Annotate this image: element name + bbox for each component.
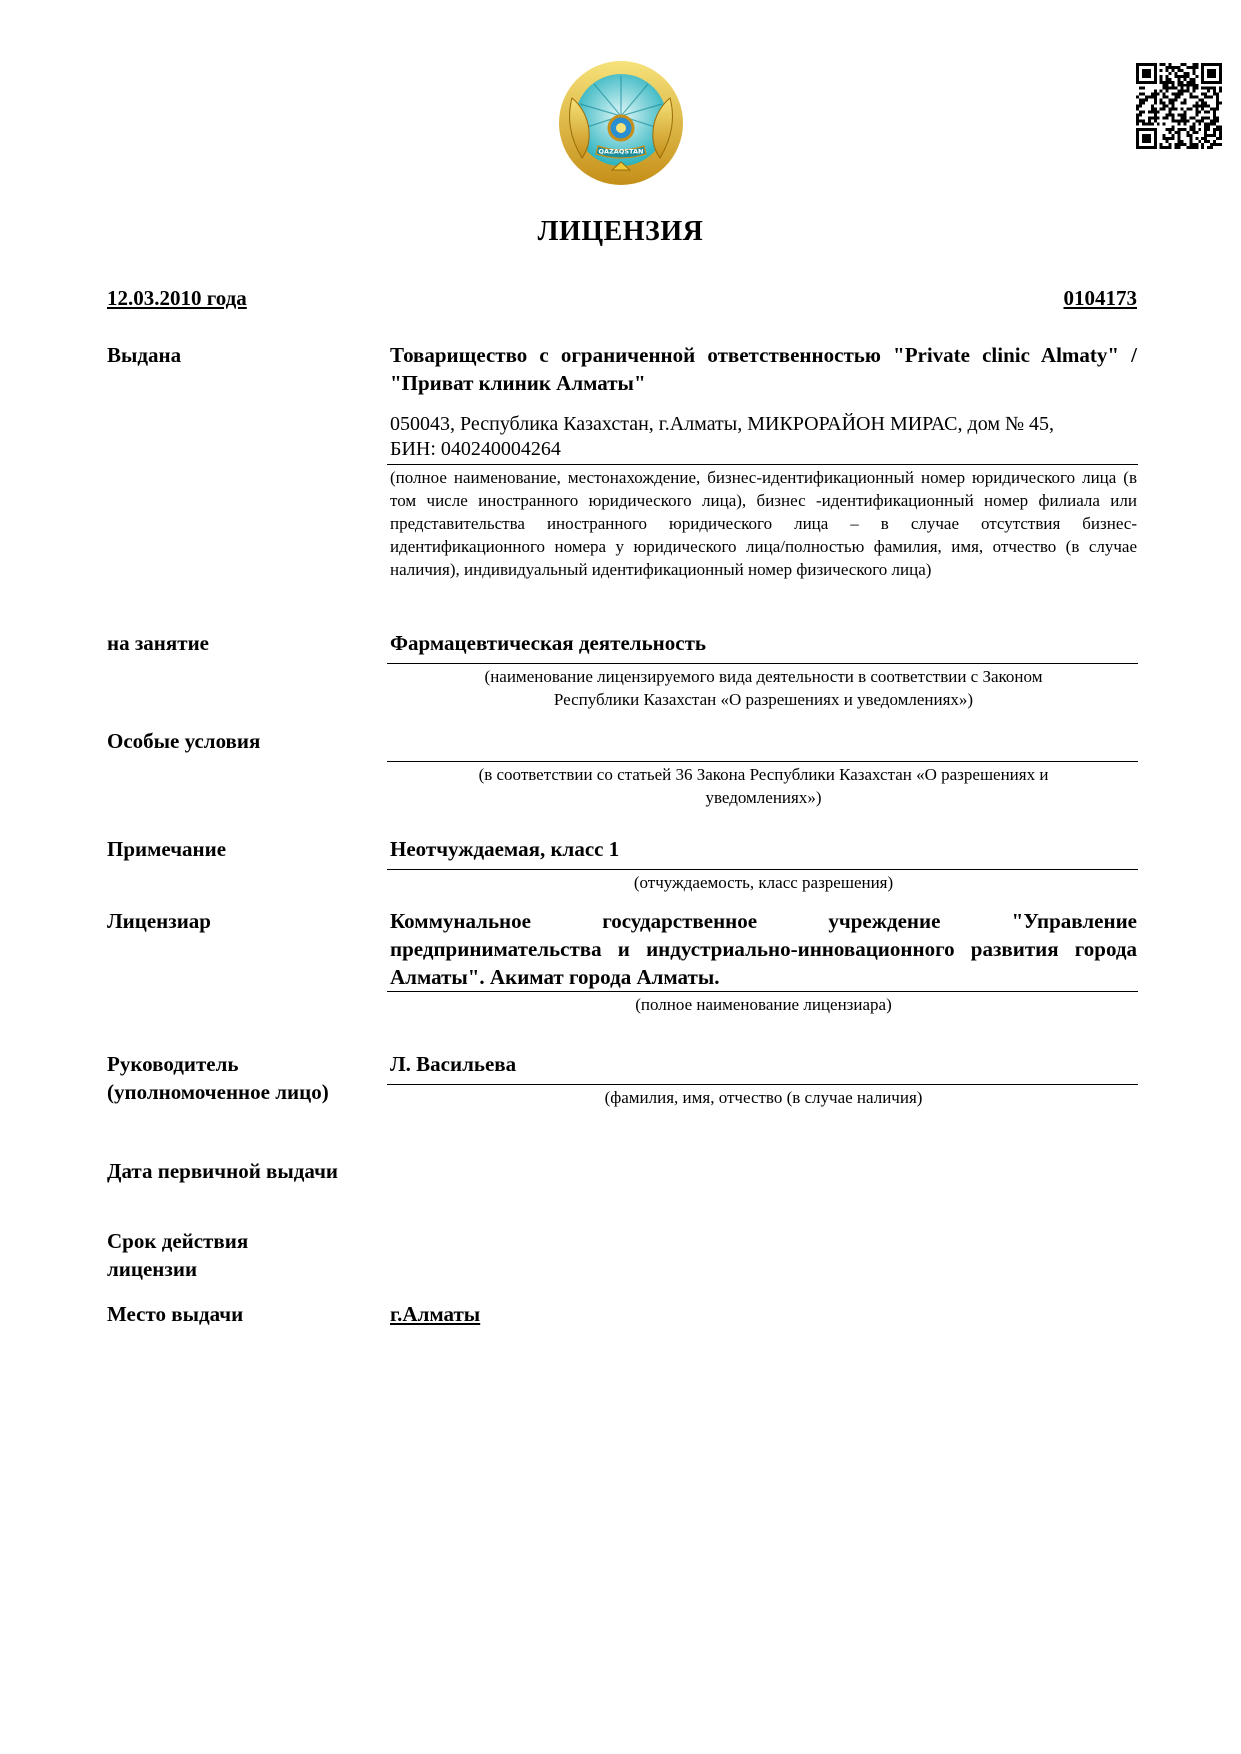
licensor-rule [387,991,1138,992]
licensor-label: Лицензиар [107,909,211,933]
emblem-text: QAZAQSTAN [598,147,644,156]
licensor-hint: (полное наименование лицензиара) [635,995,892,1014]
license-date: 12.03.2010 года [107,286,247,310]
head-rule [387,1084,1138,1085]
place-label: Место выдачи [107,1302,244,1326]
issued-to-value: Товарищество с ограниченной ответственностью "Private clinic Almaty" / "Приват клиник Алматы" [390,343,1137,395]
activity-label: на занятие [107,631,209,655]
issued-to-address: 050043, Республика Казахстан, г.Алматы, МИКРОРАЙОН МИРАС, дом № 45, [390,413,1055,435]
issued-to-bin: БИН: 040240004264 [390,438,561,460]
note-label: Примечание [107,837,227,861]
activity-rule [387,663,1138,664]
note-value: Неотчуждаемая, класс 1 [390,837,620,861]
special-conditions-hint-line2: уведомлениях») [705,788,822,807]
head-hint: (фамилия, имя, отчество (в случае наличия) [604,1088,923,1107]
issued-to-rule [387,464,1138,465]
head-label-line2: (уполномоченное лицо) [107,1080,329,1104]
special-conditions-hint-line1: (в соответствии со статьей 36 Закона Республики Казахстан «О разрешениях и [478,765,1049,784]
first-issue-date-label: Дата первичной выдачи [107,1159,339,1183]
state-emblem [554,58,688,192]
emblem-icon [554,58,688,192]
special-conditions-label: Особые условия [107,729,261,753]
qr-code-icon [1136,63,1222,149]
special-conditions-rule [387,761,1138,762]
document-title: ЛИЦЕНЗИЯ [537,216,704,247]
activity-hint-line2: Республики Казахстан «О разрешениях и уведомлениях») [553,690,974,709]
activity-value: Фармацевтическая деятельность [390,631,707,655]
license-number: 0104173 [1063,286,1137,310]
validity-label-line2: лицензии [107,1257,198,1281]
issued-to-hint: (полное наименование, местонахождение, бизнес-идентификационный номер юридического лица (в том числе иностранного юридического лица), бизнес -идентификационный номер филиала или представительства иностранного юридического лица – в случае отсутствия бизнес-идентификационного номера у юридического лица/полностью фамилия, имя, отчество (в случае наличия), индивидуальный идентификационный номер физического лица) [390,468,1137,579]
licensor-value: Коммунальное государственное учреждение "Управление предпринимательства и индустриально-инновационного развития города Алматы". Акимат города Алматы. [390,909,1137,989]
note-rule [387,869,1138,870]
head-value: Л. Васильева [390,1052,517,1076]
place-value: г.Алматы [390,1302,481,1326]
activity-hint-line1: (наименование лицензируемого вида деятельности в соответствии с Законом [484,667,1043,686]
qr-code [1136,63,1222,149]
issued-to-label: Выдана [107,343,182,367]
note-hint: (отчуждаемость, класс разрешения) [633,873,894,892]
validity-label-line1: Срок действия [107,1229,249,1253]
head-label-line1: Руководитель [107,1052,239,1076]
